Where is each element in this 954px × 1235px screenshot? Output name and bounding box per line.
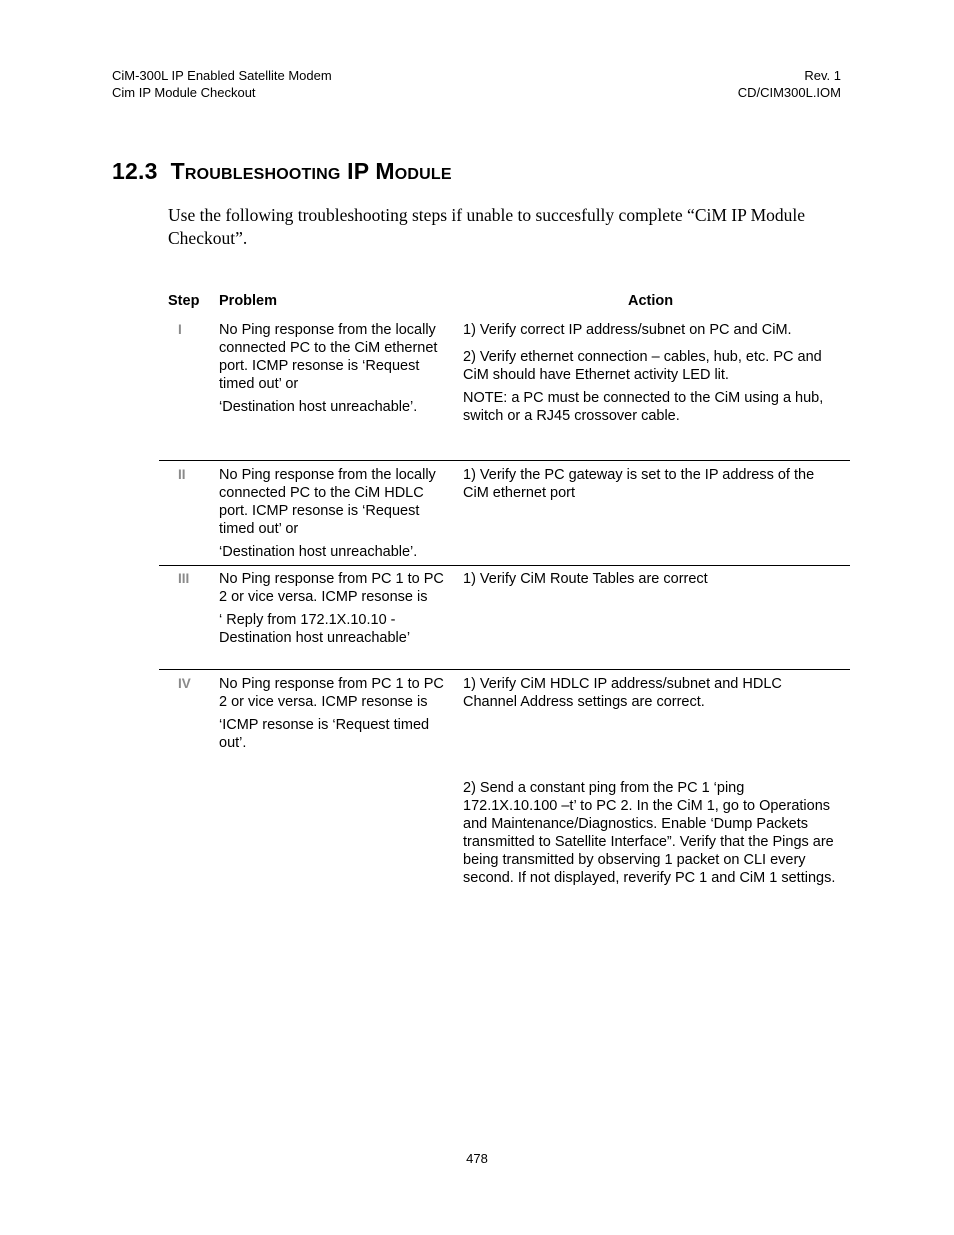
action-cell — [463, 466, 838, 507]
step-number: II — [178, 467, 186, 482]
column-header-step: Step — [168, 293, 200, 309]
step-number: IV — [178, 676, 191, 691]
column-header-problem: Problem — [219, 293, 278, 309]
step-number: I — [178, 322, 182, 337]
action-note: NOTE: a PC must be connected to the CiM using a hub, switch or a RJ45 crossover cable. — [463, 390, 824, 424]
row-divider — [159, 460, 850, 461]
action-text: 2) Send a constant ping from the PC 1 ‘ping 172.1X.10.100 –t’ to PC 2. In the CiM 1, go to Operations and Maintenance/Diagnostics. Enable ‘Dump Packets transmitted to Satellite Interface”. Verify that the Pings are being transmitted by observing 1 packet on CLI every second. If not displayed, reverify PC 1 and CiM 1 settings. — [463, 780, 836, 886]
intro-paragraph: Use the following troubleshooting steps if unable to succesfully complete “CiM IP Module Checkout”. — [168, 205, 806, 248]
problem-text: No Ping response from PC 1 to PC 2 or vice versa. ICMP resonse is — [219, 571, 444, 605]
section-number: 12.3 — [112, 158, 158, 184]
action-cell — [463, 675, 838, 716]
step-number: III — [178, 571, 190, 586]
action-text: 1) Verify correct IP address/subnet on PC and CiM. — [463, 322, 792, 338]
problem-text: No Ping response from the locally connected PC to the CiM ethernet port. ICMP resonse is ‘Request timed out’ or — [219, 322, 438, 392]
action-cell-continued — [463, 779, 838, 892]
section-heading — [112, 158, 452, 185]
problem-text: No Ping response from the locally connected PC to the CiM HDLC port. ICMP resonse is ‘Request timed out’ or — [219, 467, 436, 537]
action-text: 1) Verify the PC gateway is set to the IP address of the CiM ethernet port — [463, 467, 815, 501]
page-number: 478 — [466, 1151, 488, 1166]
revision: Rev. 1 — [804, 68, 841, 83]
action-text: 1) Verify CiM Route Tables are correct — [463, 571, 708, 587]
action-text: 2) Verify ethernet connection – cables, hub, etc. PC and CiM should have Ethernet activity LED lit. — [463, 349, 822, 383]
problem-text: ‘ Reply from 172.1X.10.10 - Destination host unreachable’ — [219, 612, 411, 646]
problem-cell — [219, 675, 451, 757]
problem-text: ‘Destination host unreachable’. — [219, 399, 418, 415]
document-title: CiM-300L IP Enabled Satellite Modem — [112, 68, 332, 83]
section-title: Troubleshooting IP Module — [170, 158, 452, 184]
problem-cell — [219, 321, 451, 421]
chapter-title: Cim IP Module Checkout — [112, 85, 256, 100]
problem-text: ‘ICMP resonse is ‘Request timed out’. — [219, 717, 430, 751]
row-divider — [159, 669, 850, 670]
action-cell — [463, 570, 838, 593]
action-cell — [463, 321, 838, 430]
problem-text: No Ping response from PC 1 to PC 2 or vice versa. ICMP resonse is — [219, 676, 444, 710]
document-code: CD/CIM300L.IOM — [737, 85, 841, 100]
action-text: 1) Verify CiM HDLC IP address/subnet and HDLC Channel Address settings are correct. — [463, 676, 782, 710]
row-divider — [159, 565, 850, 566]
problem-cell — [219, 466, 451, 566]
column-header-action: Action — [628, 293, 674, 309]
problem-text: ‘Destination host unreachable’. — [219, 544, 418, 560]
running-header-right — [738, 67, 841, 101]
problem-cell — [219, 570, 451, 652]
running-header-left — [112, 67, 332, 101]
